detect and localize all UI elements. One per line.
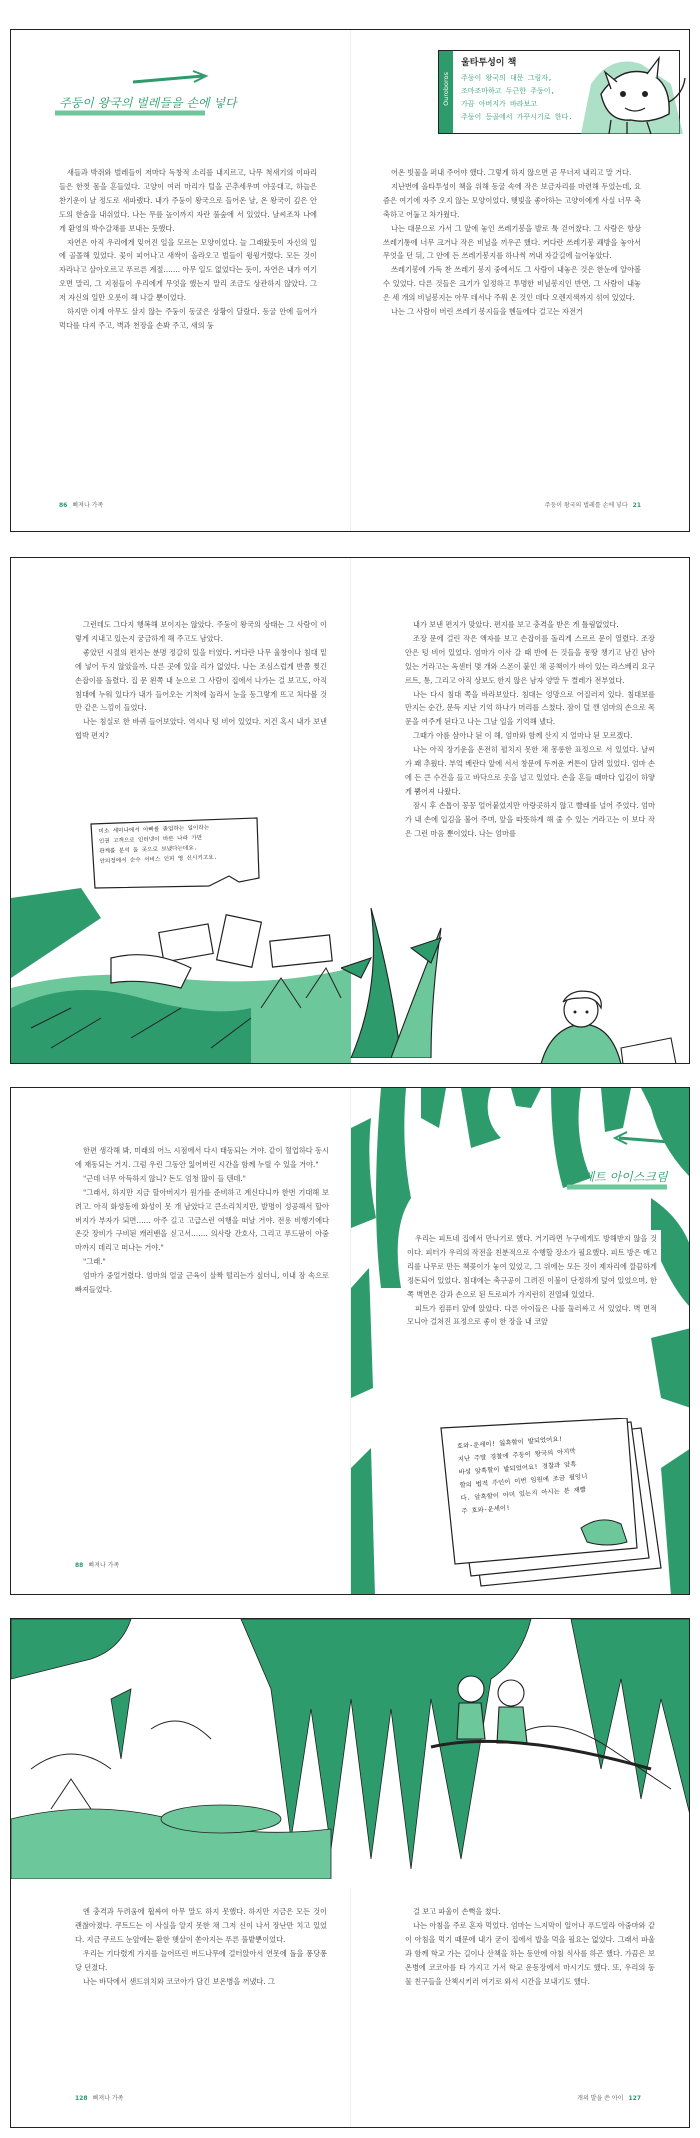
paragraph: 나는 그 사람이 버린 쓰레기 봉지들을 헨들에다 걸고는 자전거 [391, 307, 583, 317]
paragraph: 나는 아직 장기운을 온전히 펼치지 못한 채 몽롱한 표정으로 서 있었다. 날씨가 꽤 추웠다. 부엌 베란다 앞에 서서 창문에 두꺼운 커튼이 달려 있었다. 엄마 손에 든 큰 수건을 들고 바닥으로 옷을 널고 있었다. 손을 흔들 때마다 입김이 하얗게 뿜어져 나왔다. [405, 745, 655, 796]
paragraph: 좋았던 시절의 편지는 분명 정갈히 있을 터였다. 커다란 나무 울창이나 침대 밑에 넣어 두지 않았을까. 다른 곳에 있을 리가 없었다. 나는 조심스럽게 반쯤 찢긴 손잡이를 돌렸다. 집 문 왼쪽 내 눈으로 그 사람이 집에서 나가는 걸 보고도, 아직 침대에 누워 있다가 내가 들어오는 기척에 놀라서 눈을 동그랗게 뜨고 처다볼 것만 같은 느낌이 들었다. [75, 647, 327, 713]
note-line: 바성 앞흑할이 발되었어요! 경찰과 앞흑 [458, 1460, 577, 1477]
paragraph: 나는 대문으로 가서 그 앞에 놓인 쓰레기봉을 발로 툭 걷어찼다. 그 사람은 항상 쓰레기통에 너무 크거나 작은 비닐을 끼우곤 했다. 커다란 쓰레기봉 쾌방을 놓아서 무엇을 던 뒤, 그 안에 든 쓰레기봉지를 하나씩 꺼내 자갈길에 늘어놓았다. [383, 223, 641, 261]
right-page-text [405, 1905, 655, 1988]
paragraph: "근데 너무 아득하지 않니? 돈도 엄청 많이 들 텐데." [83, 1173, 246, 1183]
arrow-icon [611, 1130, 671, 1152]
note-line: 안의정에서 순수 서비스 인피 영 신시키고요. [99, 854, 218, 865]
paragraph: 엄마가 중얼거렸다. 엄마의 얼굴 근육이 살짝 떨리는가 싶더니, 이내 잠 속으로 빠져들었다. [75, 1271, 329, 1295]
paragraph: 지난번에 올타투성이 책을 위해 동굴 속에 작은 보금자리를 마련해 두었는데, 요즘은 여기에 자주 오지 않는 모양이었다. 햇빛을 좋아하는 고양이에게 사실 너무 축축하고 어둡고 차가웠다. [383, 181, 641, 219]
paragraph: "그래." [83, 1257, 106, 1267]
note-line: 인권 고객으로 인터넷이 바른 나라 가만 [98, 835, 203, 845]
paragraph: 엔 충격과 두려움에 휩싸여 아무 말도 하지 못했다. 하지만 지금은 모든 것이 괜찮아졌다. 쿠트드는 이 사실을 알지 못한 채 그저 신이 나서 장난만 치고 있었다. 지금 쿠르드 눈앞에는 환한 햇살이 쏟아지는 푸른 풀밭뿐이었다. [75, 1907, 327, 1944]
paragraph: 조장 문에 걸린 작은 액자를 보고 손잡이를 돌리게 스르르 문이 열렸다. 조장 안은 텅 비어 있었다. 엄마가 이사 갈 때 반에 든 것들을 몽땅 챙기고 남긴 남아 있는 거라고는 옥센터 몇 개와 스폰이 붙인 채 공책이가 바이 있는 라스베리 요구르트, 통, 그리고 아직 상보도 한지 않은 남자 양말 두 켤레가 전부였다. [405, 633, 655, 685]
paragraph: 내가 보낸 편지가 맞았다. 편지를 보고 충격을 받은 게 틀림없었다. [413, 620, 619, 629]
paragraph: 나는 침실로 한 바퀴 들어보았다. 역시나 텅 비어 있었다. 저건 혹시 내가 보낸 협박 편지? [75, 717, 327, 741]
book-spread-2 [10, 557, 690, 1064]
heading-underline [567, 1184, 667, 1190]
left-page-text [75, 1144, 329, 1297]
book-spread-4 [10, 1618, 690, 2128]
running-title: 삐져나 가족 [72, 502, 104, 509]
paragraph: 한편 생각해 봐, 미래의 어느 시점에서 다시 태동되는 거야. 같이 혈업하다 동시에 재동되는 거지. 그럼 우린 그동안 잃어버린 시간을 함께 누릴 수 있을 거야." [75, 1146, 329, 1169]
paragraph: 하지만 이제 아무도 살지 않는 주둥이 동굴은 상황이 달랐다. 동굴 안에 들어가 먹다를 다져 주고, 벽과 천장을 손봐 주고, 새의 둥 [59, 307, 317, 330]
running-title: 삐져나 가족 [88, 1562, 120, 1569]
folio-left [59, 500, 103, 509]
sidebar-line: 조마조마하고 두근한 주둥이, [461, 87, 555, 95]
note-line: 주 호와-운세이! [461, 1503, 511, 1516]
folio-left [75, 2093, 123, 2102]
right-page-text [383, 166, 641, 319]
page-number: 86 [59, 502, 68, 509]
sidebar-line: 주둥이 왕국의 대문 그림자, [461, 74, 553, 82]
arrow-icon [131, 70, 211, 92]
folio-right [545, 500, 641, 509]
running-title: 삐져나 가족 [92, 2095, 124, 2102]
paragraph: 쓰레기봉에 가득 찬 쓰레기 봉지 중에서도 그 사람이 내놓은 것은 한눈에 알아볼 수 있었다. 다른 것들은 크기가 일정하고 투명한 비닐봉지인 반면, 그 사람이 내놓은 세 개의 비닐봉지는 아무 데서나 주워 온 것인 데다 오렌지색까지 섞여 있었다. [383, 265, 641, 303]
page-number: 128 [75, 2095, 88, 2102]
room-illustration [11, 858, 351, 1064]
page-number: 21 [632, 502, 641, 509]
plants-illustration [341, 868, 461, 1058]
sidebar-line: 주둥이 등골에서 가꾸시기로 한다. [461, 113, 573, 121]
heading-underline [55, 110, 205, 116]
creature-illustration [571, 44, 689, 136]
chapter-heading: 샤베트 아이스크림 [571, 1170, 668, 1184]
chapter-heading: 주둥이 왕국의 벌레들을 손에 넣다 [59, 96, 237, 110]
note-line: 다. 앞흑할이 아미 있는지 아시는 분 재빨 [460, 1485, 587, 1503]
paragraph: 그런데도 그다지 행복해 보이지는 않았다. 주둥이 왕국의 상태는 그 사람이 이렇게 지내고 있는지 궁금하게 해 주고도 남았다. [75, 620, 327, 643]
paragraph: 피트가 컴퓨터 앞에 앉았다. 다른 아이들은 나를 둘러싸고 서 있었다. 벽 면적 모니아 걸쳐진 표정으로 좋이 한 장을 내 코앞 [407, 1303, 657, 1327]
paragraph: "그래서, 하지만 지금 할아버지가 원가를 준비하고 계신다니까 한번 기대해 보려고. 아직 화성동에 화성이 못 개 남았다고 큰소리치지만, 발명이 성공해서 할아버지가 부자가 되면…… 아주 길고 고급스런 여행을 떠날 거야. 전용 비행기에다 온갖 장비가 구비된 캐러밴을 싣고서……. 의사랑 간호사, 그리고 푸드팜이 아줌마까지 데리고 떠나는 거야." [75, 1187, 329, 1253]
girl-illustration [511, 988, 681, 1064]
note-line: 관계를 분석 둘 곳으로 보냈다는데요. [99, 845, 198, 855]
sidebar-title: 울타투성이 책 [461, 58, 517, 68]
right-page-text [403, 1230, 661, 1331]
running-title: 개의 발을 쓴 아이 [577, 2095, 624, 2102]
left-page-text [75, 1905, 327, 1988]
running-title: 주둥이 왕국의 벌레를 손에 넣다 [544, 502, 628, 509]
paragraph: 그때가 아름 삼아나 된 이 해, 엄마와 함께 산지 지 얼마나 된 모르겠다. [413, 731, 633, 741]
paragraph: 나는 바닥에서 샌드위치와 코코아가 담긴 보온병을 꺼냈다. 그 [83, 1976, 275, 1986]
paragraph: 우리는 기다렸게 가지를 늘어뜨린 버드나무에 걸터앉아서 연못에 돌을 퐁당퐁당 던졌다. [75, 1948, 327, 1972]
note-line: 지난 주말 경찰에 주둥이 왕국의 아지막 [457, 1447, 576, 1464]
paragraph: 나는 아침을 주로 혼자 먹었다. 엄마는 느지막이 일어나 푸드밀라 아줌마와 같이 아침을 먹기 때문에 내가 굳이 집에서 밥을 먹을 필요는 없었다. 그래서 파울과 함께 학교 가는 길이나 산책을 하는 동안에 아침 식사를 하곤 했다. 가끔은 보온병에 코코아를 타 가지고 가서 학교 운동장에서 마시기도 했다. 또, 우리의 동물 친구들을 산책시키러 여기로 와서 시간을 보내기도 했다. [405, 1920, 655, 1986]
folio-left [75, 1560, 119, 1569]
right-page-text [405, 618, 655, 841]
left-page-text [59, 166, 317, 333]
paragraph: 새들과 박쥐와 벌레들이 저마다 독창적 소리를 내지르고, 나무 척새기의 이파리들은 한껏 몸을 흔들었다. 고양이 여러 마리가 털을 곤추세우며 야옹대고, 하늘은 찬기운이 날 정도로 새파랬다. 내가 주둥이 왕국으로 들어온 날, 온 왕국이 깊은 안도의 한숨을 내쉬었다. 나는 무릎 높이까지 자란 풀숲에 서 있었다. 날씨조차 나에게 환영의 박수갈채를 보내는 듯했다. [59, 168, 317, 233]
note-line: 미소 세미나에서 아빠를 졸업하는 일이라는 [98, 824, 210, 835]
left-page-text [75, 618, 327, 743]
gutter [350, 1889, 351, 2127]
page-number: 127 [628, 2095, 641, 2102]
note-line: 호와-운세이! 잃흑할이 발되었어요! [456, 1434, 563, 1451]
book-spread-1 [10, 29, 690, 532]
paragraph: 우리는 피트네 집에서 만나기로 했다. 거기라면 누구에게도 방해받지 않을 것이다. 피터가 우리의 작전을 친분적으로 수행할 장소가 필요했다. 피트 방은 매고리를 나무로 만든 책꽂이가 놓여 있었고, 그 위에는 모든 것이 제자리에 깔끔하게 정돈되어 있었다. 침대에는 축구공이 그려진 이불이 단정하게 덮여 있었으며, 한쪽 벽면은 감과 손으로 된 트로피가 가지런히 진열돼 있었다. [407, 1234, 657, 1299]
paragraph: 어온 빗물을 퍼내 주어야 했다. 그렇게 하지 않으면 곧 무너져 내리고 말 거다. [391, 168, 632, 177]
note-line: 할의 법적 주인이 이번 임원에 조금 필잉니 [459, 1472, 588, 1490]
willow-pond-illustration [11, 1619, 690, 1879]
paragraph: 걸 보고 파울이 손뼉을 쳤다. [413, 1907, 501, 1916]
gutter [350, 30, 351, 531]
book-spread-3 [10, 1087, 690, 1595]
paragraph: 나는 다시 침대 쪽을 바라보았다. 침대는 엉망으로 어질러져 있다. 침대보를 만지는 순간, 문득 지난 기억 하나가 머리를 스쳤다. 잠이 덜 깬 엄마의 손으로 목 문을 여주게 된다고 나는 그날 일을 기억해 냈다. [405, 689, 655, 727]
paragraph: 잠시 후 손톱이 꽁꽁 얼어붙었지만 아랑곳하지 않고 빨래를 널어 주었다. 엄마가 내 손에 입김을 불어 주며, 앞을 따뜻하게 해 줄 수 있는 거라고는 이 보다 작은 그런 마음 뿐이었다. 나는 엄마를 [405, 800, 655, 838]
page-number: 88 [75, 1562, 84, 1569]
paragraph: 자연은 아직 우리에게 잊어진 일을 모르는 모양이었다. 늘 그래왔듯이 자신의 일에 골몰해 있었다. 꽃이 피어나고 새싹이 올라오고 벌들이 윙윙거렸다. 모든 것이 자라나고 살아오르고 푸르른 계절……. 아무 일도 없었다는 듯이, 자연은 내가 여기 오면 말리, 그 지점들이 우리에게 무엇을 했는지 말리 조금도 상관하지 않았다. 그저 자신의 일만 오롯이 해 나갈 뿐이었다. [59, 237, 317, 303]
notice-text [456, 1428, 641, 1518]
sidebar-tag-label: Ouroboros [442, 72, 450, 106]
folio-right [577, 2093, 641, 2102]
sidebar-line: 가끔 아버지가 바라보고 [461, 100, 538, 108]
